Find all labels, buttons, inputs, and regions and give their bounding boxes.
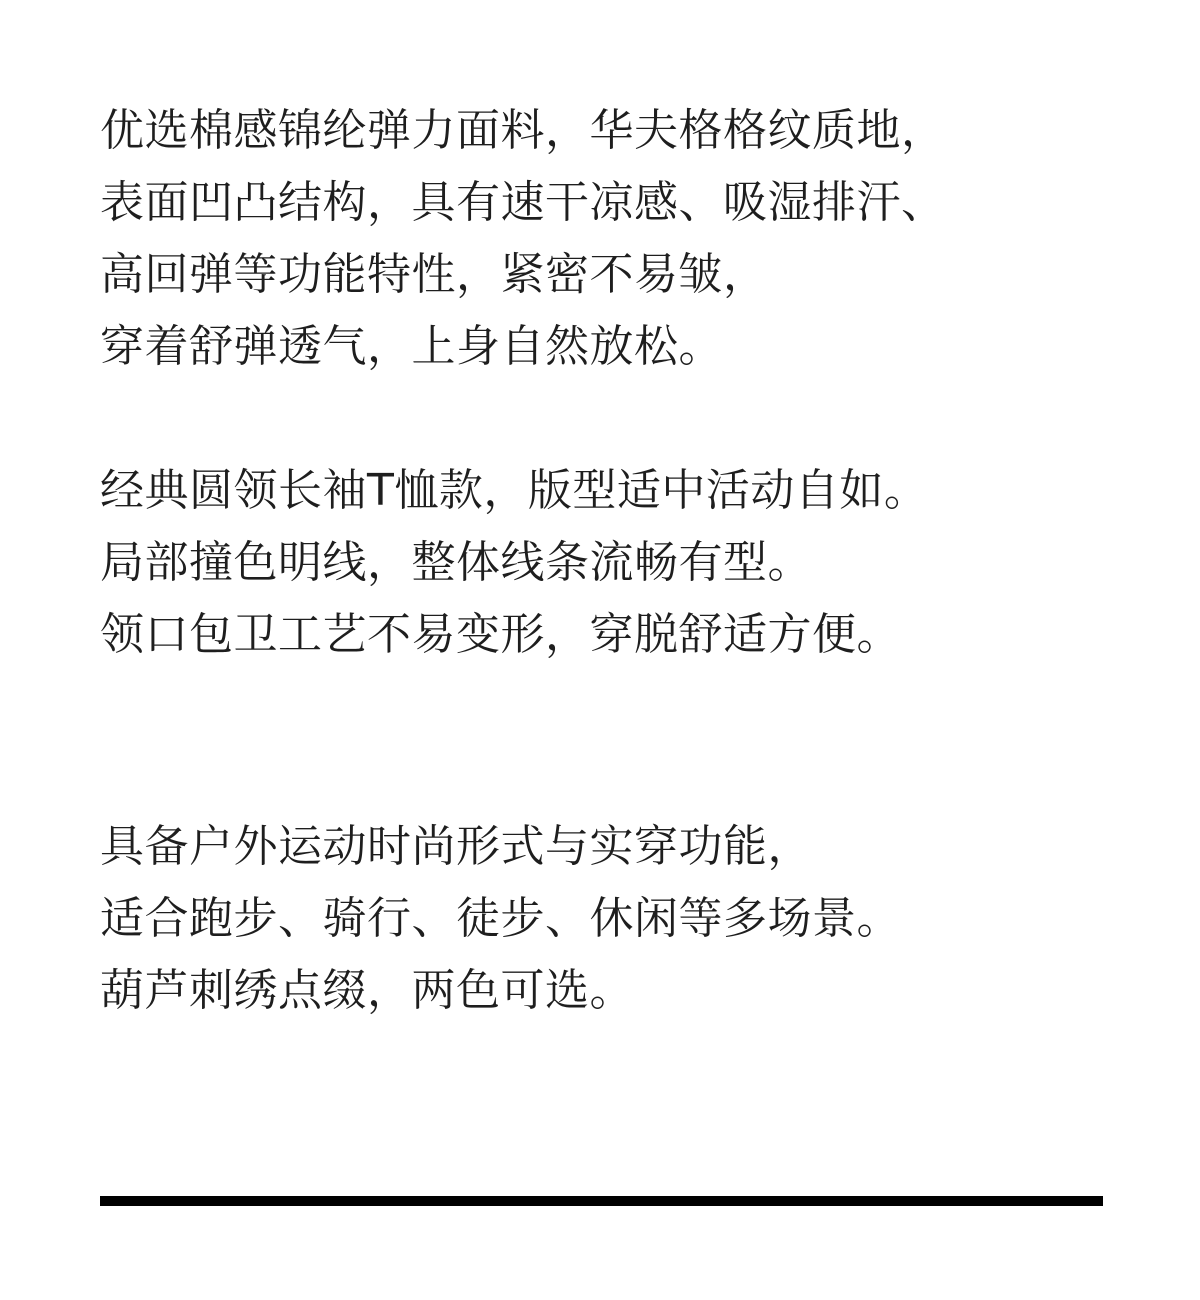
text-line: 领口包卫工艺不易变形，穿脱舒适方便。 — [100, 609, 901, 660]
text-line: 具备户外运动时尚形式与实穿功能， — [100, 821, 812, 872]
text-line: 穿着舒弹透气，上身自然放松。 — [100, 321, 723, 372]
paragraph-fabric — [100, 95, 946, 383]
text-line: 经典圆领长袖T恤款，版型适中活动自如。 — [100, 465, 929, 516]
paragraph-details — [100, 955, 634, 1027]
paragraph-design — [100, 455, 928, 671]
text-line: 高回弹等功能特性，紧密不易皱， — [100, 249, 768, 300]
divider-bar — [100, 1196, 1103, 1206]
text-line: 适合跑步、骑行、徒步、休闲等多场景。 — [100, 893, 901, 944]
text-line: 局部撞色明线，整体线条流畅有型。 — [100, 537, 812, 588]
text-line: 葫芦刺绣点缀，两色可选。 — [100, 965, 634, 1016]
text-line: 表面凹凸结构，具有速干凉感、吸湿排汗、 — [100, 177, 946, 228]
paragraph-usage — [100, 811, 901, 955]
text-line: 优选棉感锦纶弹力面料，华夫格格纹质地， — [100, 105, 946, 156]
